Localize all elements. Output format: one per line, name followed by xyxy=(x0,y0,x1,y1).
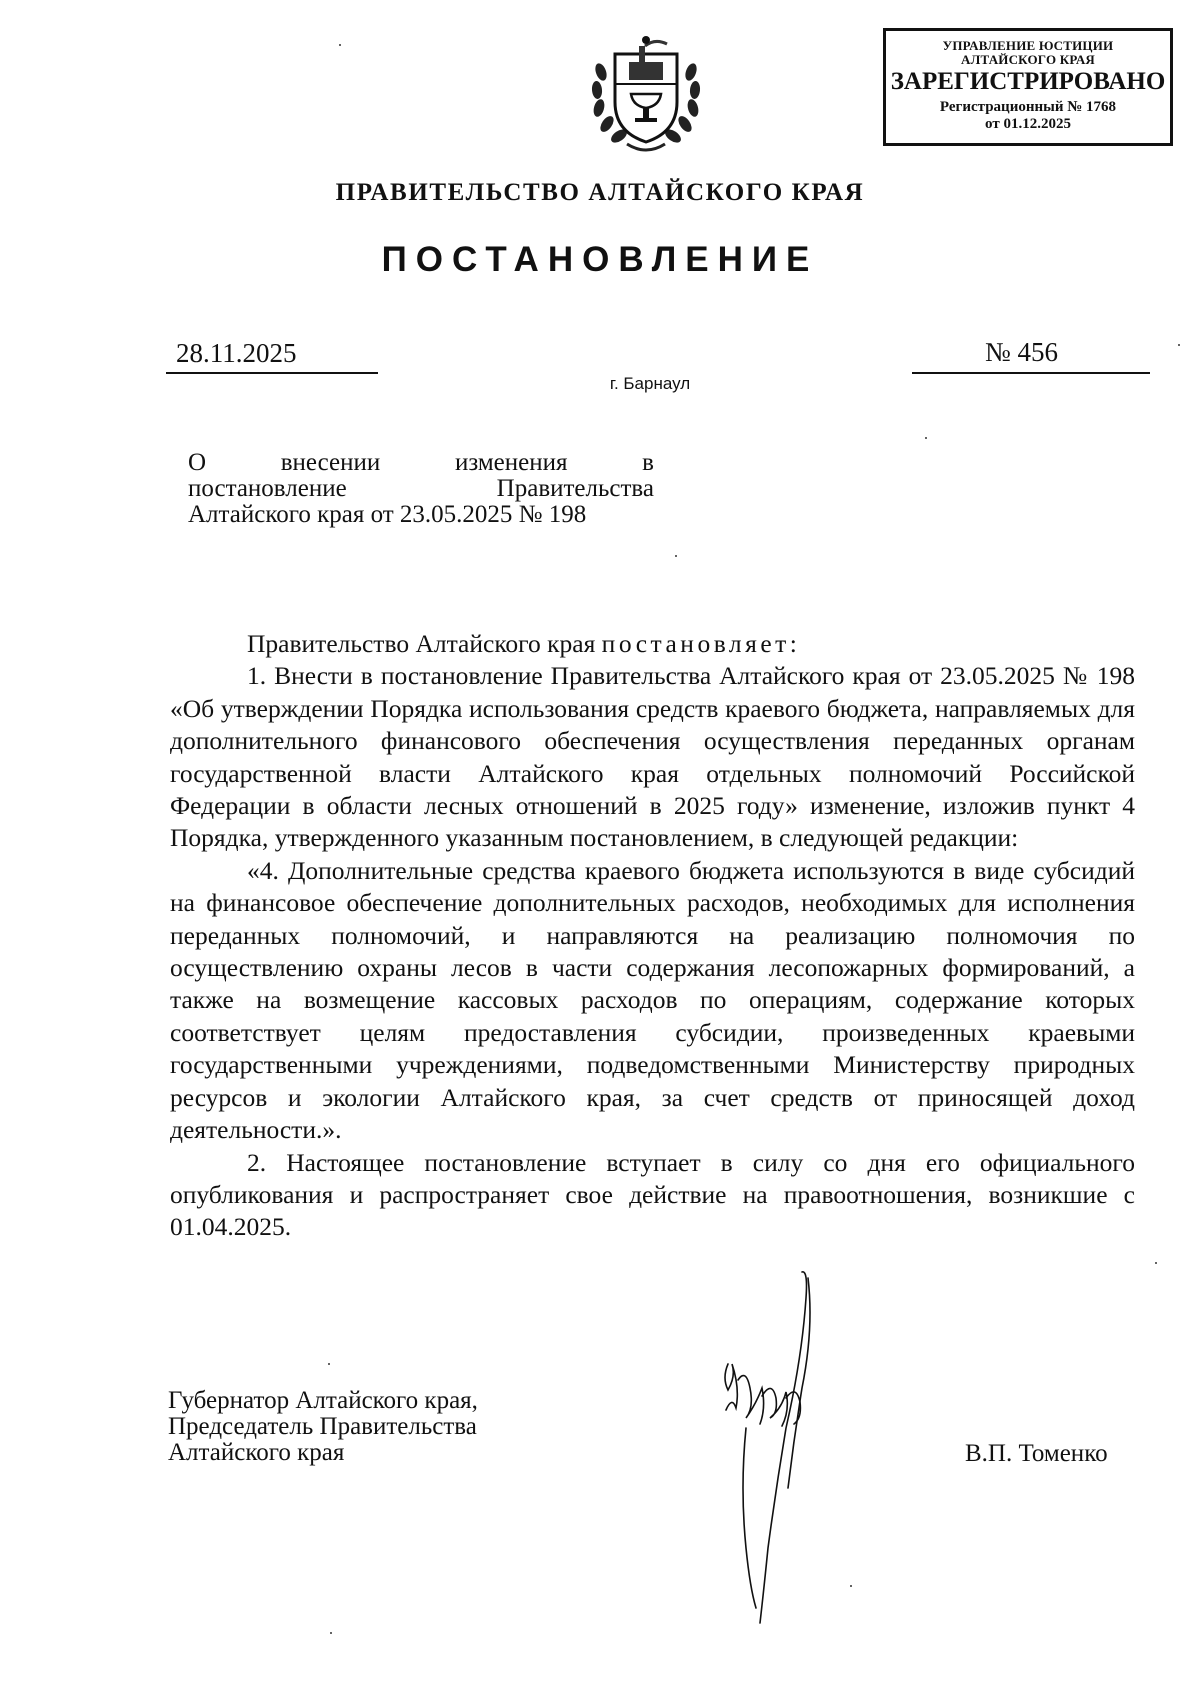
scan-speck xyxy=(925,437,927,439)
subject-line-1: О внесении изменения в xyxy=(188,449,654,476)
altai-krai-coat-of-arms-icon xyxy=(587,32,705,154)
scan-speck xyxy=(328,1363,330,1365)
scan-speck xyxy=(1178,344,1180,346)
intro-text: Правительство Алтайского края xyxy=(247,629,602,658)
body-paragraph-2: «4. Дополнительные средства краевого бюджета используются в виде субсидий на финансовое обеспечение дополнительных расходов, необходимых для исполнения переданных полномочий, и направляются на реализацию полномочия по осуществлению охраны лесов в части содержания лесопожарных формирований, а также на возмещение кассовых расходов по операциям, содержание которых соответствует целям предоставления субсидии, произведенных краевыми государственными учреждениями, подведомственными Министерству природных ресурсов и экологии Алтайского края, за счет средств от приносящей доход деятельности.». xyxy=(170,855,1135,1145)
body-intro xyxy=(170,628,1135,660)
signer-position-line-3: Алтайского края xyxy=(168,1439,345,1466)
body-paragraph-1: 1. Внести в постановление Правительства Алтайского края от 23.05.2025 № 198 «Об утверждении Порядка использования средств краевого бюджета, направляемых для дополнительного финансового обеспечения осуществления переданных органам государственной власти Алтайского края отдельных полномочий Российской Федерации в области лесных отношений в 2025 году» изменение, изложив пункт 4 Порядка, утвержденного указанным постановлением, в следующей редакции: xyxy=(170,661,1135,853)
scan-speck xyxy=(1155,1262,1157,1264)
scan-speck xyxy=(330,1632,332,1634)
subject-line-2: постановление Правительства xyxy=(188,475,654,502)
scan-speck xyxy=(850,1585,852,1587)
registration-stamp xyxy=(883,28,1173,146)
stamp-reg-number: Регистрационный № 1768 xyxy=(939,99,1117,115)
signer-position xyxy=(168,1388,478,1466)
subject-line-3: Алтайского края от 23.05.2025 № 198 xyxy=(188,501,587,528)
document-city: г. Барнаул xyxy=(609,374,691,393)
handwritten-signature-icon xyxy=(716,1268,846,1638)
document-date: 28.11.2025 xyxy=(176,338,297,368)
body-paragraph-3: 2. Настоящее постановление вступает в силу со дня его официального опубликования и распространяет свое действие на правоотношения, возникшие с 01.04.2025. xyxy=(170,1147,1135,1242)
document-subject xyxy=(188,450,654,528)
intro-keyword: постановляет: xyxy=(601,629,801,658)
stamp-status: ЗАРЕГИСТРИРОВАНО xyxy=(890,68,1166,95)
document-number: № 456 xyxy=(985,337,1059,367)
signer-position-line-1: Губернатор Алтайского края, xyxy=(168,1387,478,1414)
scan-speck xyxy=(675,555,677,557)
signer-name: В.П. Томенко xyxy=(965,1440,1108,1467)
stamp-reg-date: от 01.12.2025 xyxy=(985,116,1071,132)
document-type-title: ПОСТАНОВЛЕНИЕ xyxy=(381,240,819,279)
stamp-org-line1: УПРАВЛЕНИЕ ЮСТИЦИИ xyxy=(942,38,1114,53)
government-title: ПРАВИТЕЛЬСТВО АЛТАЙСКОГО КРАЯ xyxy=(335,179,865,206)
stamp-org-line2: АЛТАЙСКОГО КРАЯ xyxy=(961,52,1095,67)
scan-speck xyxy=(339,44,341,46)
document-body xyxy=(170,628,1135,1244)
signer-position-line-2: Председатель Правительства xyxy=(168,1413,477,1440)
